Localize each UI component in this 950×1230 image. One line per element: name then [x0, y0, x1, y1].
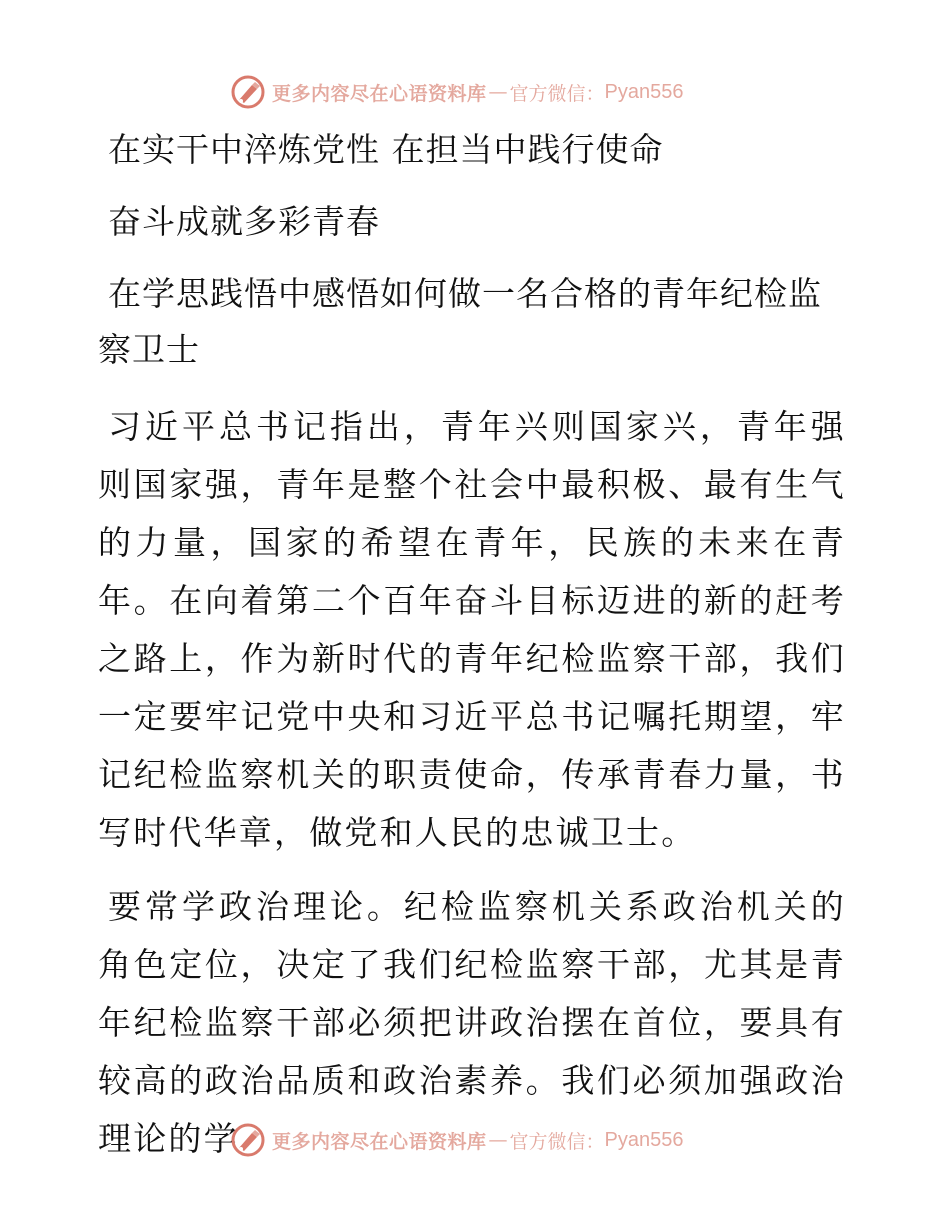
- banner-separator: —: [488, 1129, 508, 1151]
- paragraph-2: 要常学政治理论。纪检监察机关系政治机关的角色定位，决定了我们纪检监察干部，尤其是青年纪检监察干部必须把讲政治摆在首位，要具有较高的政治品质和政治素养。我们必须加强政治理论的学: [98, 887, 846, 1158]
- brand-logo-icon: [230, 1122, 266, 1158]
- banner-wechat-id: Pyan556: [604, 1128, 684, 1151]
- document-body: [98, 120, 850, 1168]
- footer-watermark-banner: [230, 1118, 684, 1162]
- banner-text: 更多内容尽在心语资料库: [272, 82, 487, 105]
- doc-title-3: 在学思践悟中感悟如何做一名合格的青年纪检监察卫士: [98, 274, 822, 369]
- banner-wechat-id: Pyan556: [604, 80, 684, 103]
- doc-title-1: 在实干中淬炼党性 在担当中践行使命: [108, 130, 664, 169]
- banner-separator: —: [488, 81, 508, 103]
- banner-wechat-label: 官方微信：: [509, 1130, 605, 1153]
- doc-title-2: 奋斗成就多彩青春: [108, 202, 380, 241]
- header-watermark-banner: [230, 70, 684, 114]
- paragraph-1: 习近平总书记指出，青年兴则国家兴，青年强则国家强，青年是整个社会中最积极、最有生气的力量，国家的希望在青年，民族的未来在青年。在向着第二个百年奋斗目标迈进的新的赶考之路上，作为新时代的青年纪检监察干部，我们一定要牢记党中央和习近平总书记嘱托期望，牢记纪检监察机关的职责使命，传承青春力量，书写时代华章，做党和人民的忠诚卫士。: [98, 407, 846, 852]
- banner-wechat-label: 官方微信：: [509, 82, 605, 105]
- brand-logo-icon: [230, 74, 266, 110]
- banner-text: 更多内容尽在心语资料库: [272, 1130, 487, 1153]
